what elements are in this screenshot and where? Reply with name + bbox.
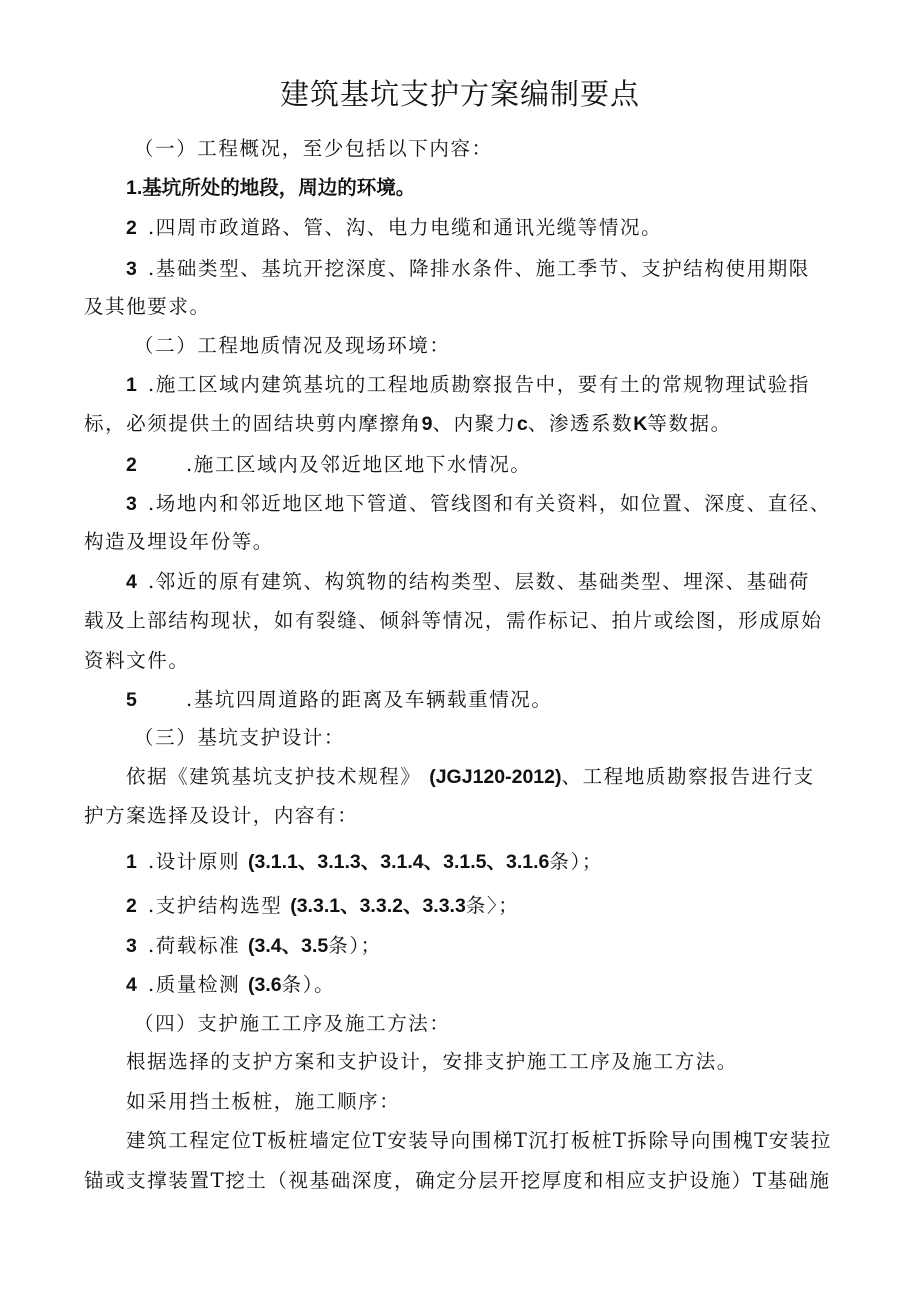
s3-item-1 xyxy=(126,846,603,874)
s3-item-1-number: 1 xyxy=(126,851,139,873)
s2-item-1 xyxy=(126,369,810,397)
s2-item-3-text: .场地内和邻近地区地下管道、管线图和有关资料，如位置、深度、直径、 xyxy=(148,492,831,515)
s2-item-1-cont-text-2: 、内聚力 xyxy=(432,412,517,435)
s3-item-2-suffix: 条〉； xyxy=(465,894,520,917)
s4-paragraph-3-line-1: 建筑工程定位T板桩墙定位T安装导向围梯T沉打板桩T拆除导向围槐T安装拉 xyxy=(126,1129,833,1152)
section-4-heading: （四）支护施工工序及施工方法： xyxy=(134,1012,451,1035)
s2-item-3-continued: 构造及埋设年份等。 xyxy=(84,530,274,553)
s3-item-1-suffix: 条）； xyxy=(549,850,603,873)
s3-basis-line-1 xyxy=(126,761,815,789)
s2-item-4-number: 4 xyxy=(126,571,139,593)
s2-item-1-cont-text-4: 等数据。 xyxy=(647,412,732,435)
s3-item-2-text: .支护结构选型 xyxy=(148,894,283,917)
s2-item-1-cont-text-3: 、渗透系数 xyxy=(527,412,634,435)
s2-item-1-number: 1 xyxy=(126,374,139,396)
s2-item-1-text: .施工区域内建筑基坑的工程地质勘察报告中，要有土的常规物理试验指 xyxy=(148,373,810,396)
s3-item-1-clauses: (3.1.1、3.1.3、3.1.4、3.1.5、3.1.6 xyxy=(248,851,550,873)
s1-item-2-number: 2 xyxy=(126,217,139,239)
s2-item-5 xyxy=(126,684,553,712)
s3-item-4-number: 4 xyxy=(126,974,139,996)
s3-item-4-suffix: 条）。 xyxy=(281,973,336,996)
s3-item-2-number: 2 xyxy=(126,895,139,917)
s2-item-5-text: .基坑四周道路的距离及车辆载重情况。 xyxy=(186,688,553,711)
s1-item-2 xyxy=(126,212,662,240)
s3-basis-line-2: 护方案选择及设计，内容有： xyxy=(84,804,359,827)
s1-item-1-text: 1.基坑所处的地段，周边的环境。 xyxy=(126,177,416,199)
s3-item-4 xyxy=(126,969,335,997)
s3-item-3 xyxy=(126,930,382,958)
s4-paragraph-2: 如采用挡土板桩，施工顺序： xyxy=(126,1090,401,1113)
s2-item-1-continued xyxy=(84,408,732,436)
s2-item-4-continued-2: 资料文件。 xyxy=(84,649,190,672)
cohesion-symbol: c xyxy=(516,413,528,435)
s2-item-2 xyxy=(126,449,531,477)
s2-item-2-number: 2 xyxy=(126,454,139,476)
s3-item-3-suffix: 条）； xyxy=(328,934,382,957)
s1-item-2-text: .四周市政道路、管、沟、电力电缆和通讯光缆等情况。 xyxy=(148,216,663,239)
s2-item-3 xyxy=(126,488,831,516)
page-title: 建筑基坑支护方案编制要点 xyxy=(279,77,640,111)
s3-item-2 xyxy=(126,890,519,918)
standard-code: (JGJ120-2012) xyxy=(429,766,562,788)
s3-basis-text-2: 、工程地质勘察报告进行支 xyxy=(561,765,815,788)
s1-item-1 xyxy=(126,172,415,200)
s3-basis-text: 依据《建筑基坑支护技术规程》 xyxy=(126,765,422,788)
s3-item-3-text: .荷载标准 xyxy=(148,934,241,957)
section-3-heading: （三）基坑支护设计： xyxy=(134,726,346,749)
s3-item-4-text: .质量检测 xyxy=(148,973,241,996)
s3-item-4-clauses: (3.6 xyxy=(248,974,282,996)
s2-item-3-number: 3 xyxy=(126,493,139,515)
s2-item-4 xyxy=(126,566,810,594)
section-1-heading: （一）工程概况，至少包括以下内容： xyxy=(134,137,493,160)
s4-paragraph-3-line-2: 锚或支撑装置T挖土（视基础深度，确定分层开挖厚度和相应支护设施）T基础施 xyxy=(84,1169,831,1192)
friction-angle-symbol: 9 xyxy=(421,413,433,435)
permeability-symbol: K xyxy=(633,413,648,435)
s2-item-4-text: .邻近的原有建筑、构筑物的结构类型、层数、基础类型、埋深、基础荷 xyxy=(148,570,810,593)
s1-item-3-number: 3 xyxy=(126,258,139,280)
s1-item-3 xyxy=(126,253,810,281)
s3-item-3-clauses: (3.4、3.5 xyxy=(248,935,329,957)
s4-paragraph-1: 根据选择的支护方案和支护设计，安排支护施工工序及施工方法。 xyxy=(126,1050,738,1073)
s2-item-5-number: 5 xyxy=(126,689,139,711)
s3-item-1-text: .设计原则 xyxy=(148,850,241,873)
s1-item-3-continued: 及其他要求。 xyxy=(84,295,211,318)
section-2-heading: （二）工程地质情况及现场环境： xyxy=(134,334,451,357)
s2-item-2-text: .施工区域内及邻近地区地下水情况。 xyxy=(186,453,532,476)
s3-item-2-clauses: (3.3.1、3.3.2、3.3.3 xyxy=(290,895,466,917)
s3-item-3-number: 3 xyxy=(126,935,139,957)
s2-item-4-continued-1: 载及上部结构现状，如有裂缝、倾斜等情况，需作标记、拍片或绘图，形成原始 xyxy=(84,609,823,632)
s1-item-3-text: .基础类型、基坑开挖深度、降排水条件、施工季节、支护结构使用期限 xyxy=(148,257,810,280)
s2-item-1-cont-text: 标，必须提供土的固结块剪内摩擦角 xyxy=(84,412,422,435)
